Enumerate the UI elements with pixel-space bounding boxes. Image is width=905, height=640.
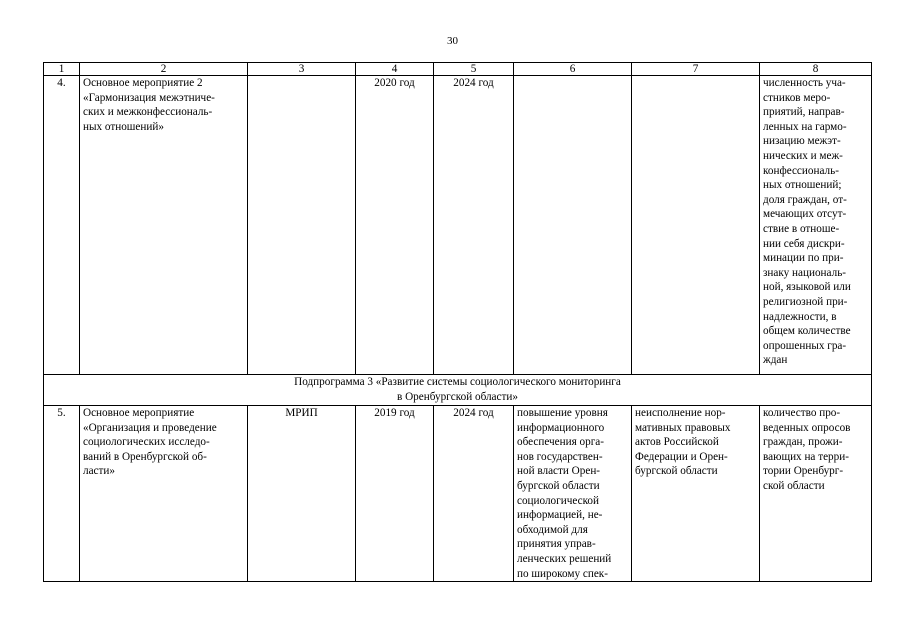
non-implementation-consequence <box>632 76 760 375</box>
expected-result: повышение уровня информационного обеспечения орга- нов государствен- ной власти Орен- бургской области социологической информацией, не- обходимой для принятия управ- ленческих решений по широкому спек- <box>514 406 632 582</box>
row-number: 5. <box>44 406 80 582</box>
related-indicator: количество про- веденных опросов граждан, прожи- вающих на терри- тории Оренбург- ской области <box>760 406 872 582</box>
header-cell-6: 6 <box>514 63 632 76</box>
program-table <box>43 62 872 582</box>
executor: МРИП <box>248 406 356 582</box>
start-year: 2019 год <box>356 406 434 582</box>
end-year: 2024 год <box>434 76 514 375</box>
header-cell-7: 7 <box>632 63 760 76</box>
non-implementation-consequence: неисполнение нор- мативных правовых актов Российской Федерации и Орен- бургской области <box>632 406 760 582</box>
table-row <box>44 406 872 582</box>
end-year: 2024 год <box>434 406 514 582</box>
subprogram-title-line1: Подпрограмма 3 «Развитие системы социологического мониторинга <box>294 376 621 388</box>
table-row <box>44 76 872 375</box>
page-number: 30 <box>447 35 458 47</box>
related-indicator: численность уча- стников меро- приятий, направ- ленных на гармо- низацию межэт- нических и меж- конфессиональ- ных отношений; доля граждан, от- мечающих отсут- ствие в отноше- нии себя дискри- минации по при- знаку националь- ной, языковой или религиозной при- надлежности, в общем количестве опрошенных гра- ждан <box>760 76 872 375</box>
header-cell-3: 3 <box>248 63 356 76</box>
row-number: 4. <box>44 76 80 375</box>
start-year: 2020 год <box>356 76 434 375</box>
executor <box>248 76 356 375</box>
subprogram-row <box>44 375 872 406</box>
header-cell-4: 4 <box>356 63 434 76</box>
header-cell-1: 1 <box>44 63 80 76</box>
subprogram-title-line2: в Оренбургской области» <box>397 390 518 403</box>
expected-result <box>514 76 632 375</box>
event-name: Основное мероприятие «Организация и проведение социологических исследо- ваний в Оренбургской об- ласти» <box>80 406 248 582</box>
header-row <box>44 63 872 76</box>
subprogram-title <box>44 375 872 406</box>
header-cell-5: 5 <box>434 63 514 76</box>
header-cell-8: 8 <box>760 63 872 76</box>
header-cell-2: 2 <box>80 63 248 76</box>
event-name: Основное мероприятие 2 «Гармонизация межэтниче- ских и межконфессиональ- ных отношений» <box>80 76 248 375</box>
